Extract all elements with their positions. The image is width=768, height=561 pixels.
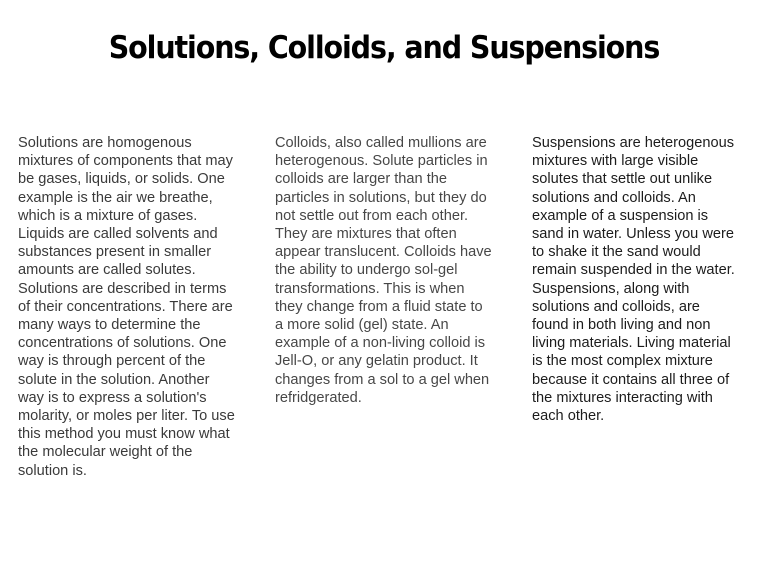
suspensions-text-column: Suspensions are heterogenous mixtures with large visible solutes that settle out unlike solutions and colloids. An example of a suspension is sand in water. Unless you were to shake it the sand would remain suspended in the water. Suspensions, along with solutions and colloids, are found in both living and non living materials. Living material is the most complex mixture because it contains all three of the mixtures interacting with each other.	[532, 135, 735, 425]
colloids-text-column: Colloids, also called mullions are heterogenous. Solute particles in colloids are larger than the particles in solutions, but they do not settle out from each other. They are mixtures that often appear translucent. Colloids have the ability to undergo sol-gel transformations. This is when they change from a fluid state to a more solid (gel) state. An example of a non-living colloid is Jell-O, or any gelatin product. It changes from a sol to a gel when refridgerated.	[275, 135, 492, 406]
slide-title: Solutions, Colloids, and Suspensions	[108, 30, 660, 66]
solutions-text-column: Solutions are homogenous mixtures of components that may be gases, liquids, or solids. One example is the air we breathe, which is a mixture of gases. Liquids are called solvents and substances present in smaller amounts are called solutes. Solutions are described in terms of their concentrations. There are many ways to determine the concentrations of solutions. One way is through percent of the solute in the solution. Another way is to express a solution's molarity, or moles per liter. To use this method you must know what the molecular weight of the solution is.	[18, 135, 235, 479]
